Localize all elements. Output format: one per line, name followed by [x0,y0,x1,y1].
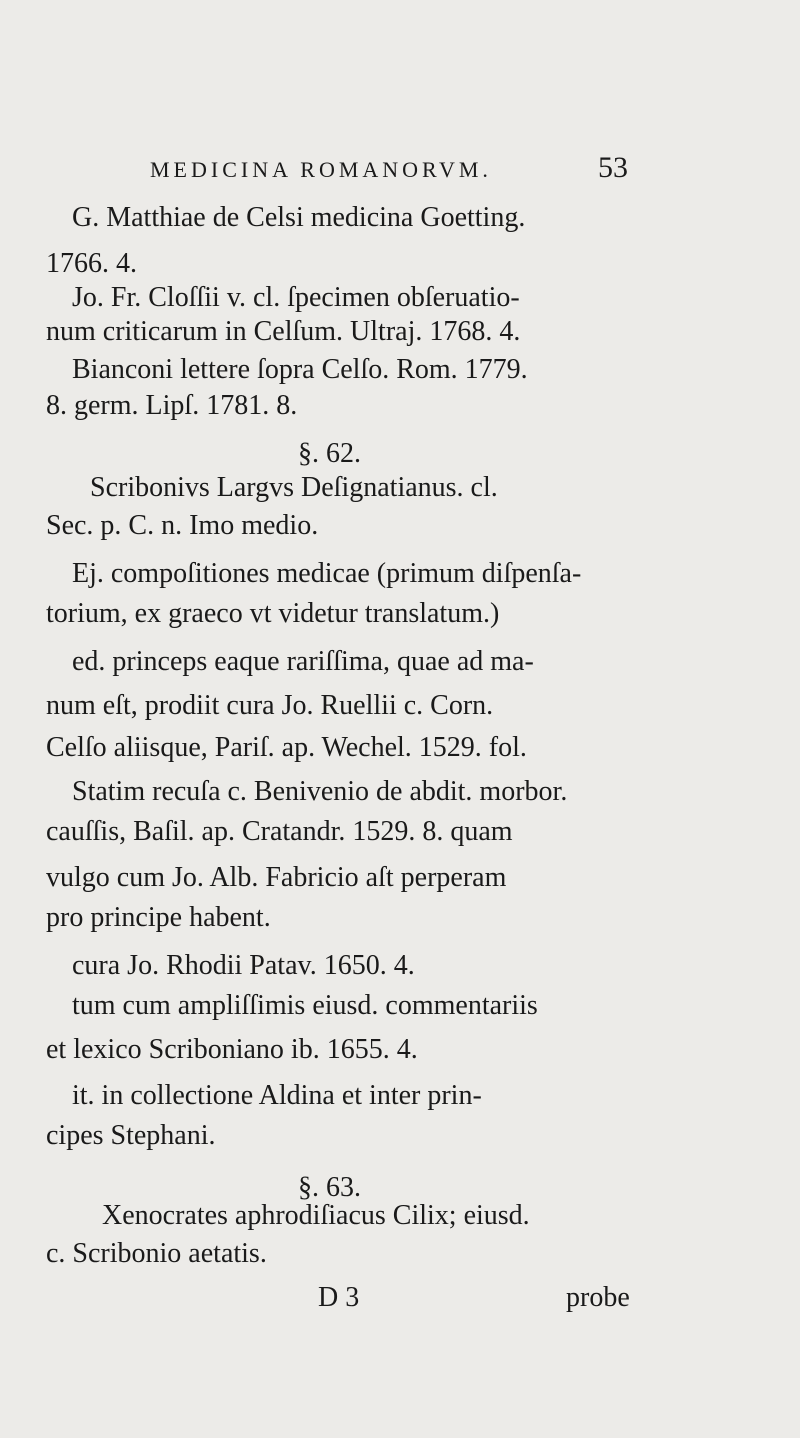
footer [0,1278,800,1318]
text-line: Scribonivs Largvs Deſignatianus. cl. [90,472,498,503]
text-line: Xenocrates aphrodiſiacus Cilix; eiusd. [102,1200,530,1231]
text-line: it. in collectione Aldina et inter prin- [72,1080,482,1111]
text-line: Bianconi lettere ſopra Celſo. Rom. 1779. [72,354,528,385]
text-line: vulgo cum Jo. Alb. Fabricio aſt perperam [46,862,507,893]
text-line: G. Matthiae de Celsi medicina Goetting. [72,202,526,233]
text-line: num criticarum in Celſum. Ultraj. 1768. 4. [46,316,521,347]
text-line: ed. princeps eaque rariſſima, quae ad ma- [72,646,534,677]
page-number: 53 [598,151,628,184]
text-line: Ej. compoſitiones medicae (primum diſpenſa- [72,558,582,589]
text-line: tum cum ampliſſimis eiusd. commentariis [72,990,538,1021]
text-line: cauſſis, Baſil. ap. Cratandr. 1529. 8. quam [46,816,513,847]
text-line: cura Jo. Rhodii Patav. 1650. 4. [72,950,415,981]
section-heading: §. 63. [298,1172,361,1203]
text-line: c. Scribonio aetatis. [46,1238,267,1269]
text-line: Sec. p. C. n. Imo medio. [46,510,319,541]
text-line: Celſo aliisque, Pariſ. ap. Wechel. 1529. fol. [46,732,527,763]
text-line: pro principe habent. [46,902,271,933]
catchword: probe [566,1282,630,1313]
running-title: MEDICINA ROMANORVM. [150,157,492,182]
text-line: et lexico Scriboniano ib. 1655. 4. [46,1034,418,1065]
text-line: cipes Stephani. [46,1120,216,1151]
text-line: Statim recuſa c. Benivenio de abdit. morbor. [72,776,568,807]
text-line: torium, ex graeco vt videtur translatum.) [46,598,500,629]
page-number-line [0,148,800,188]
text-line: num eſt, prodiit cura Jo. Ruellii c. Corn. [46,690,494,721]
section-heading: §. 62. [298,438,361,469]
text-line: 1766. 4. [46,248,137,279]
signature-mark: D 3 [318,1282,360,1313]
text-line: 8. germ. Lipſ. 1781. 8. [46,390,298,421]
text-line: Jo. Fr. Cloſſii v. cl. ſpecimen obſeruatio- [72,282,520,313]
